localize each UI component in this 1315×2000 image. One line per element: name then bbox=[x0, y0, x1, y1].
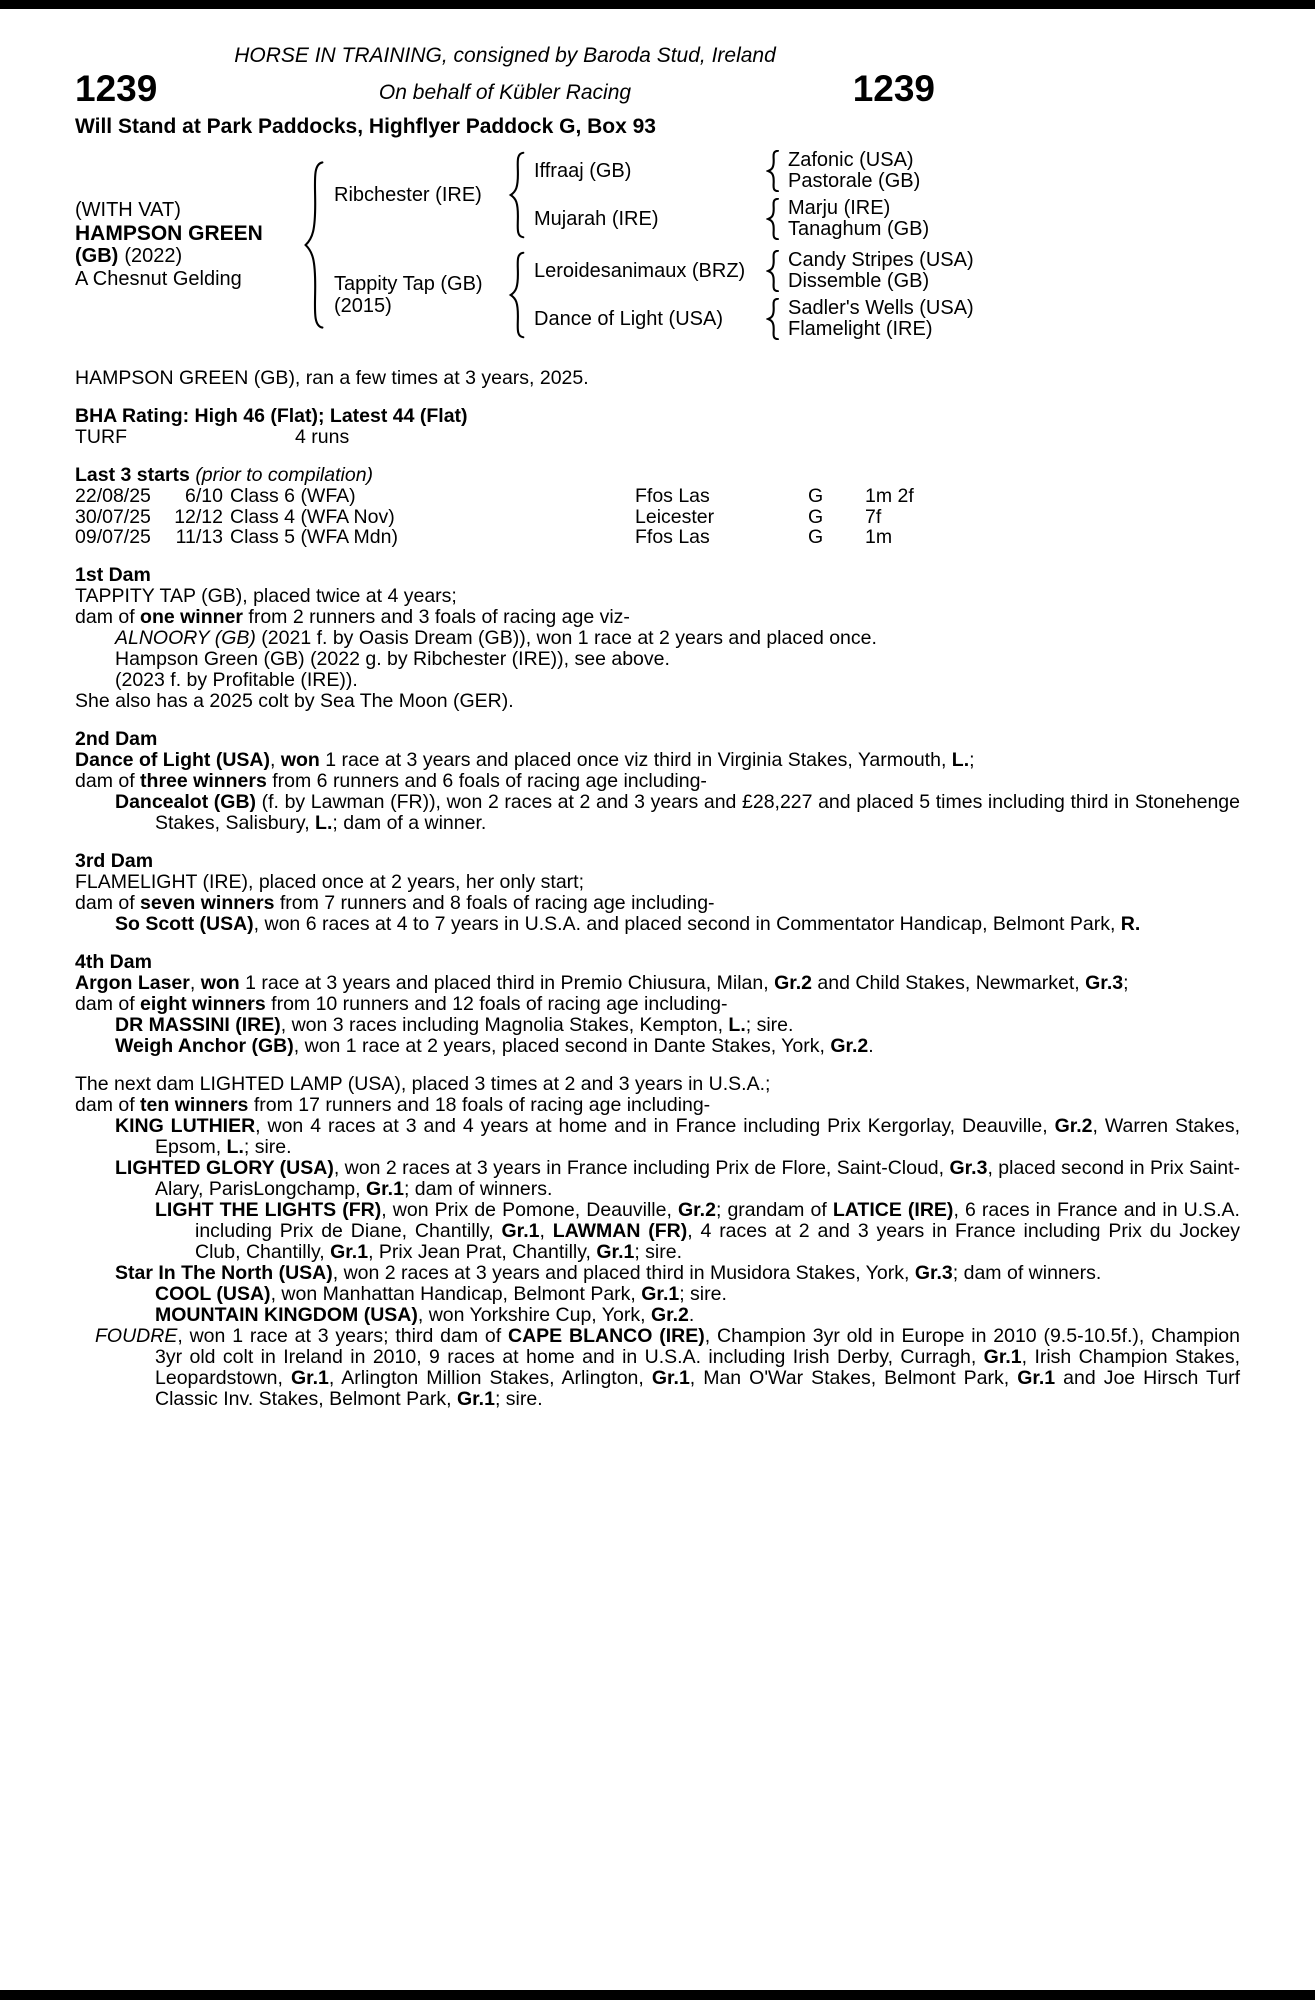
pedigree-paragraph bbox=[75, 670, 1240, 691]
runs-count: 4 runs bbox=[295, 426, 350, 448]
text-run: Gr.1 bbox=[501, 1219, 540, 1242]
dam-sections bbox=[75, 565, 1240, 1410]
text-run: ; sire. bbox=[494, 1387, 543, 1410]
text-run: CAPE BLANCO (IRE) bbox=[508, 1324, 705, 1347]
pedigree-paragraph bbox=[75, 994, 1240, 1015]
text-run: MOUNTAIN KINGDOM (USA) bbox=[155, 1303, 418, 1326]
horse-foaled-year: (2022) bbox=[124, 245, 183, 267]
sire-dam-name: Mujarah (IRE) bbox=[534, 207, 659, 230]
pedigree-paragraph bbox=[75, 1116, 1240, 1158]
start-pos: 6/10 bbox=[185, 485, 223, 507]
text-run: three winners bbox=[140, 769, 267, 792]
surface-runs-row bbox=[75, 427, 1240, 448]
dam-heading: 3rd Dam bbox=[75, 849, 154, 872]
text-run: , won 1 race at 3 years; third dam of bbox=[177, 1324, 509, 1347]
last-starts-note: (prior to compilation) bbox=[195, 464, 374, 486]
lot-number-right: 1239 bbox=[852, 68, 935, 109]
text-run: , won 6 races at 4 to 7 years in U.S.A. and placed second in Commentator Handicap, Belmont Park, bbox=[253, 912, 1121, 935]
text-run: She also has a 2025 colt by Sea The Moon (GER). bbox=[75, 689, 514, 712]
text-run: from 10 runners and 12 foals of racing age including- bbox=[265, 992, 728, 1015]
text-run: So Scott (USA) bbox=[115, 912, 254, 935]
pedigree-paragraph bbox=[75, 1284, 1240, 1305]
vat-note: (WITH VAT) bbox=[75, 199, 181, 221]
pedigree-paragraph bbox=[75, 893, 1240, 914]
text-run: , won 4 races at 3 and 4 years at home and in France including Prix Kergorlay, Deauville, bbox=[255, 1114, 1055, 1137]
text-run: , Irish Champion Stakes, Leopardstown, bbox=[155, 1345, 1240, 1389]
dam-section bbox=[75, 729, 1240, 834]
pedigree-paragraph bbox=[75, 792, 1240, 834]
dam-section bbox=[75, 851, 1240, 935]
sire-dam-sire-name: Marju (IRE) bbox=[788, 197, 891, 219]
start-course: Ffos Las bbox=[635, 526, 710, 548]
pedigree-paragraph bbox=[75, 914, 1240, 935]
dam-heading: 1st Dam bbox=[75, 563, 151, 586]
pedigree-brace-dam bbox=[508, 251, 526, 339]
pedigree-paragraph bbox=[75, 628, 1240, 649]
sire-sire-sire-name: Zafonic (USA) bbox=[788, 149, 914, 171]
text-run: , won Manhattan Handicap, Belmont Park, bbox=[270, 1282, 642, 1305]
text-run: Gr.1 bbox=[457, 1387, 495, 1410]
sire-sire-name: Iffraaj (GB) bbox=[534, 159, 632, 182]
pedigree-paragraph bbox=[75, 1095, 1240, 1116]
text-run: Gr.1 bbox=[290, 1366, 329, 1389]
text-run: , 6 races in France and in U.S.A. including Prix de Diane, Chantilly, bbox=[195, 1198, 1240, 1242]
text-run: FOUDRE bbox=[95, 1324, 178, 1347]
text-run: DR MASSINI (IRE) bbox=[115, 1013, 281, 1036]
text-run: . bbox=[688, 1303, 695, 1326]
pedigree-paragraph bbox=[75, 1263, 1240, 1284]
dam-dam-sire-name: Sadler's Wells (USA) bbox=[788, 297, 974, 319]
text-run: Gr.2 bbox=[677, 1198, 716, 1221]
text-run: COOL (USA) bbox=[155, 1282, 271, 1305]
text-run: Gr.2 bbox=[774, 971, 813, 994]
sire-sire-branch bbox=[534, 149, 929, 193]
text-run: LAWMAN (FR) bbox=[552, 1219, 688, 1242]
text-run: , bbox=[189, 971, 201, 994]
text-run: , won 2 races at 3 years and placed third in Musidora Stakes, York, bbox=[332, 1261, 915, 1284]
start-going: G bbox=[808, 485, 824, 507]
start-pos: 12/12 bbox=[174, 505, 223, 528]
pedigree-paragraph bbox=[75, 973, 1240, 994]
text-run: , Warren Stakes, Epsom, bbox=[155, 1114, 1240, 1158]
horse-country-suffix: (GB) bbox=[75, 245, 119, 267]
text-run: and Child Stakes, Newmarket, bbox=[812, 971, 1086, 994]
pedigree-paragraph bbox=[75, 872, 1240, 893]
pedigree-paragraph bbox=[75, 1326, 1240, 1410]
last-starts-heading bbox=[75, 465, 1240, 486]
text-run: dam of bbox=[75, 992, 141, 1015]
pedigree-paragraph bbox=[75, 586, 1240, 607]
pedigree-brace-dam-sire bbox=[766, 250, 780, 292]
rating-block bbox=[75, 406, 1240, 448]
start-race: Class 4 (WFA Nov) bbox=[230, 505, 395, 528]
text-run: TAPPITY TAP (GB), placed twice at 4 years; bbox=[75, 584, 457, 607]
text-run: , won 3 races including Magnolia Stakes, Kempton, bbox=[280, 1013, 729, 1036]
start-course: Ffos Las bbox=[635, 485, 710, 507]
text-run: (2021 f. by Oasis Dream (GB)), won 1 race at 2 years and placed once. bbox=[255, 626, 877, 649]
start-race: Class 5 (WFA Mdn) bbox=[230, 526, 398, 548]
race-start-row bbox=[75, 507, 1240, 528]
text-run: Gr.1 bbox=[641, 1282, 680, 1305]
text-run: , 4 races at 2 and 3 years in France including Prix du Jockey Club, Chantilly, bbox=[195, 1219, 1240, 1263]
text-run: , placed second in Prix Saint-Alary, ParisLongchamp, bbox=[155, 1156, 1240, 1200]
text-run: Hampson Green (GB) (2022 g. by Ribchester (IRE)), see above. bbox=[115, 647, 670, 670]
pedigree-brace-sire-dam bbox=[766, 198, 780, 240]
text-run: Gr.1 bbox=[651, 1366, 690, 1389]
dam-dam-branch bbox=[534, 297, 974, 341]
pedigree-paragraph bbox=[75, 1074, 1240, 1095]
text-run: LATICE (IRE) bbox=[832, 1198, 954, 1221]
dam-sire-sire-name: Candy Stripes (USA) bbox=[788, 249, 974, 271]
pedigree-paragraph bbox=[75, 1305, 1240, 1326]
text-run: eight winners bbox=[140, 992, 266, 1015]
text-run: , Man O'War Stakes, Belmont Park, bbox=[689, 1366, 1018, 1389]
stand-location-line: Will Stand at Park Paddocks, Highflyer Paddock G, Box 93 bbox=[75, 115, 656, 138]
text-run: ; bbox=[1123, 971, 1129, 994]
text-run: , won 2 races at 3 years in France including Prix de Flore, Saint-Cloud, bbox=[333, 1156, 950, 1179]
text-run: , bbox=[270, 748, 281, 771]
sire-dam-dam-name: Tanaghum (GB) bbox=[788, 218, 930, 240]
text-run: ; dam of winners. bbox=[952, 1261, 1102, 1284]
start-date: 30/07/25 bbox=[75, 505, 151, 528]
last-starts-table bbox=[75, 486, 1240, 548]
pedigree-paragraph bbox=[75, 607, 1240, 628]
pedigree-paragraph bbox=[75, 1015, 1240, 1036]
text-run: (2023 f. by Profitable (IRE)). bbox=[115, 668, 358, 691]
text-run: Gr.1 bbox=[366, 1177, 404, 1200]
pedigree-paragraph bbox=[75, 1200, 1240, 1263]
bha-rating-line: BHA Rating: High 46 (Flat); Latest 44 (Flat) bbox=[75, 405, 468, 427]
text-run: Weigh Anchor (GB) bbox=[115, 1034, 294, 1057]
text-run: , Prix Jean Prat, Chantilly, bbox=[368, 1240, 597, 1263]
text-run: ten winners bbox=[140, 1093, 249, 1116]
horse-name: HAMPSON GREEN bbox=[75, 222, 263, 245]
dam-name-block bbox=[334, 273, 506, 317]
text-run: Gr.1 bbox=[1017, 1366, 1056, 1389]
text-run: FLAMELIGHT (IRE), placed once at 2 years, her only start; bbox=[75, 870, 585, 893]
pedigree-paragraph bbox=[75, 1036, 1240, 1057]
text-run: dam of bbox=[75, 605, 141, 628]
text-run: Dancealot (GB) bbox=[115, 790, 257, 813]
text-run: won bbox=[200, 971, 240, 994]
text-run: , Champion 3yr old in Europe in 2010 (9.5-10.5f.), Champion 3yr old colt in Ireland in 2010, 9 races at home and in U.S.A. including Irish Derby, Curragh, bbox=[155, 1324, 1240, 1368]
text-run: dam of bbox=[75, 891, 141, 914]
dam-sire-name: Leroidesanimaux (BRZ) bbox=[534, 259, 746, 282]
pedigree-paragraph bbox=[75, 750, 1240, 771]
on-behalf-line: On behalf of Kübler Racing bbox=[378, 81, 632, 104]
dam-foaled-year: (2015) bbox=[334, 295, 392, 317]
text-run: ; sire. bbox=[634, 1240, 683, 1263]
text-run: KING LUTHIER bbox=[115, 1114, 256, 1137]
start-going: G bbox=[808, 505, 824, 528]
dam-dam-name: Dance of Light (USA) bbox=[534, 307, 723, 330]
start-race: Class 6 (WFA) bbox=[230, 485, 356, 507]
start-dist: 7f bbox=[865, 505, 882, 528]
pedigree-brace-sire-sire bbox=[766, 150, 780, 192]
pedigree-paragraph bbox=[75, 649, 1240, 670]
text-run: from 7 runners and 8 foals of racing age including- bbox=[274, 891, 715, 914]
text-run: L. bbox=[315, 811, 333, 834]
text-run: Gr.3 bbox=[949, 1156, 988, 1179]
dam-name: Tappity Tap (GB) bbox=[334, 273, 483, 295]
race-start-row bbox=[75, 486, 1240, 507]
start-pos: 11/13 bbox=[175, 526, 223, 548]
race-summary-line: HAMPSON GREEN (GB), ran a few times at 3 years, 2025. bbox=[75, 367, 589, 389]
catalogue-content bbox=[0, 44, 1315, 1410]
text-run: from 2 runners and 3 foals of racing age viz- bbox=[242, 605, 630, 628]
text-run: L. bbox=[226, 1135, 244, 1158]
text-run: one winner bbox=[140, 605, 243, 628]
page-edge-top bbox=[0, 0, 1315, 9]
dam-sire-dam-name: Dissemble (GB) bbox=[788, 270, 930, 292]
start-course: Leicester bbox=[635, 505, 715, 528]
text-run: , won Yorkshire Cup, York, bbox=[417, 1303, 651, 1326]
text-run: ALNOORY (GB) bbox=[115, 626, 256, 649]
catalogue-body bbox=[75, 368, 1240, 1410]
text-run: from 17 runners and 18 foals of racing age including- bbox=[248, 1093, 711, 1116]
lot-number-row bbox=[75, 68, 935, 109]
text-run: ; dam of a winner. bbox=[332, 811, 487, 834]
pedigree-brace-gen1 bbox=[302, 159, 326, 331]
pedigree-table bbox=[75, 149, 1240, 341]
text-run: , Arlington Million Stakes, Arlington, bbox=[328, 1366, 652, 1389]
pedigree-brace-dam-dam bbox=[766, 298, 780, 340]
text-run: Gr.2 bbox=[830, 1034, 869, 1057]
sire-dam-branch bbox=[534, 197, 929, 241]
page-edge-bottom bbox=[0, 1990, 1315, 2000]
text-run: Gr.1 bbox=[983, 1345, 1022, 1368]
pedigree-paragraph bbox=[75, 771, 1240, 792]
text-run: Gr.3 bbox=[914, 1261, 953, 1284]
text-run: and Joe Hirsch Turf Classic Inv. Stakes, Belmont Park, bbox=[155, 1366, 1240, 1410]
text-run: Argon Laser bbox=[75, 971, 190, 994]
text-run: L. bbox=[951, 748, 970, 771]
text-run: Gr.1 bbox=[330, 1240, 369, 1263]
pedigree-paragraph bbox=[75, 1158, 1240, 1200]
start-date: 22/08/25 bbox=[75, 485, 151, 507]
text-run: Gr.3 bbox=[1085, 971, 1124, 994]
surface-label: TURF bbox=[75, 426, 127, 448]
pedigree-brace-sire bbox=[508, 151, 526, 239]
text-run: dam of bbox=[75, 769, 141, 792]
lot-header bbox=[75, 44, 935, 139]
sire-branch bbox=[334, 149, 974, 241]
text-run: , bbox=[539, 1219, 553, 1242]
text-run: L. bbox=[728, 1013, 746, 1036]
start-going: G bbox=[808, 526, 824, 548]
text-run: The next dam LIGHTED LAMP (USA), placed 3 times at 2 and 3 years in U.S.A.; bbox=[75, 1072, 771, 1095]
text-run: , won Prix de Pomone, Deauville, bbox=[381, 1198, 678, 1221]
text-run: ; sire. bbox=[679, 1282, 727, 1305]
text-run: , won 1 race at 2 years, placed second in Dante Stakes, York, bbox=[293, 1034, 831, 1057]
text-run: 1 race at 3 years and placed once viz third in Virginia Stakes, Yarmouth, bbox=[319, 748, 952, 771]
horse-description: A Chesnut Gelding bbox=[75, 268, 242, 290]
text-run: Star In The North (USA) bbox=[115, 1261, 333, 1284]
start-date: 09/07/25 bbox=[75, 526, 151, 548]
text-run: ; sire. bbox=[745, 1013, 794, 1036]
lot-number-left: 1239 bbox=[75, 68, 158, 109]
text-run: ; grandam of bbox=[715, 1198, 833, 1221]
text-run: ; bbox=[969, 748, 975, 771]
pedigree-subject bbox=[75, 199, 300, 291]
text-run: from 6 runners and 6 foals of racing age including- bbox=[266, 769, 707, 792]
last-starts-block bbox=[75, 465, 1240, 548]
text-run: (f. by Lawman (FR)), won 2 races at 2 and 3 years and £28,227 and placed 5 times including third in Stonehenge Stakes, Salisbury, bbox=[155, 790, 1241, 834]
text-run: ; dam of winners. bbox=[403, 1177, 553, 1200]
last-starts-label: Last 3 starts bbox=[75, 464, 190, 486]
text-run: Gr.1 bbox=[596, 1240, 635, 1263]
dam-section bbox=[75, 952, 1240, 1057]
text-run: 1 race at 3 years and placed third in Premio Chiusura, Milan, bbox=[239, 971, 775, 994]
text-run: seven winners bbox=[140, 891, 275, 914]
dam-section bbox=[75, 1074, 1240, 1410]
text-run: . bbox=[868, 1034, 874, 1057]
consignor-line: HORSE IN TRAINING, consigned by Baroda Stud, Ireland bbox=[234, 44, 776, 67]
text-run: Gr.2 bbox=[1054, 1114, 1093, 1137]
sire-sire-dam-name: Pastorale (GB) bbox=[788, 170, 921, 192]
horse-suffix-year bbox=[75, 245, 300, 268]
text-run: Gr.2 bbox=[650, 1303, 689, 1326]
text-run: LIGHT THE LIGHTS (FR) bbox=[155, 1198, 382, 1221]
dam-heading: 2nd Dam bbox=[75, 727, 158, 750]
text-run: LIGHTED GLORY (USA) bbox=[115, 1156, 334, 1179]
start-dist: 1m 2f bbox=[865, 485, 914, 507]
pedigree-parents bbox=[334, 149, 974, 341]
text-run: won bbox=[280, 748, 320, 771]
dam-branch bbox=[334, 249, 974, 341]
dam-heading: 4th Dam bbox=[75, 950, 152, 973]
dam-section bbox=[75, 565, 1240, 712]
pedigree-paragraph bbox=[75, 691, 1240, 712]
text-run: R. bbox=[1120, 912, 1141, 935]
dam-sire-branch bbox=[534, 249, 974, 293]
text-run: ; sire. bbox=[243, 1135, 292, 1158]
sire-name: Ribchester (IRE) bbox=[334, 184, 482, 206]
dam-dam-dam-name: Flamelight (IRE) bbox=[788, 318, 933, 340]
text-run: Dance of Light (USA) bbox=[75, 748, 270, 771]
start-dist: 1m bbox=[865, 526, 893, 548]
race-start-row bbox=[75, 527, 1240, 548]
text-run: dam of bbox=[75, 1093, 141, 1116]
